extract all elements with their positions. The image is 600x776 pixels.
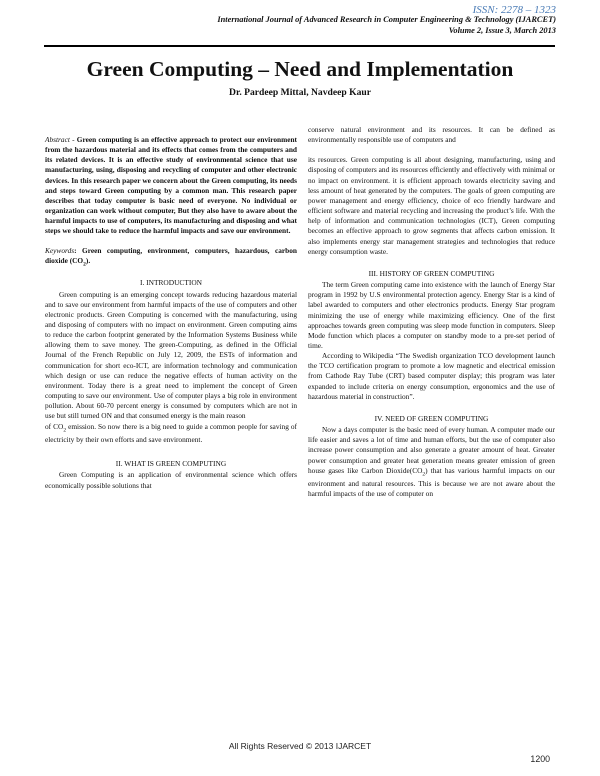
journal-header — [56, 15, 556, 36]
intro-heading: I. INTRODUCTION — [140, 278, 202, 288]
keywords — [45, 246, 297, 270]
paper-authors: Dr. Pardeep Mittal, Navdeep Kaur — [229, 87, 371, 98]
intro-p2-sub: 2 — [63, 427, 67, 433]
issn: ISSN: 2278 – 1323 — [472, 4, 556, 16]
journal-name: International Journal of Advanced Research in Computer Engineering & Technology (IJARCET) — [217, 15, 556, 24]
right-column — [308, 125, 555, 500]
what-paragraph: Green Computing is an application of environmental science which offers economically possible solutions that — [45, 470, 297, 490]
page-number: 1200 — [530, 754, 550, 764]
keywords-text: : Green computing, environment, computers, hazardous, carbon dioxide (CO — [45, 245, 297, 265]
right-paragraph-0: conserve natural environment and its resources. It can be defined as environmentally responsible use of computers and — [308, 125, 555, 145]
paper-title: Green Computing – Need and Implementation — [86, 57, 514, 81]
right-paragraph-1: its resources. Green computing is all about designing, manufacturing, using and disposing of computers and its resources efficiently and effectively with minimal or no impact on environment. it is efficient approach towards electricity saving and less amount of heat generated by the computers. The goals of green computing are power management and energy efficiency, choice of eco friendly hardware and efficient software and material recycling and increasing the product’s life. With the help of information and communication technologies (ICT), Green computing becomes an effective approach to grow segments that affects carbon emission. It also implements energy star management strategies and technologies that reduce energy consumption waste. — [308, 155, 555, 256]
need-paragraph — [308, 425, 555, 500]
header-rule — [44, 45, 555, 47]
history-paragraph-1: The term Green computing came into existence with the launch of Energy Star program in 1992 by U.S environmental protection agency. Energy Star is a kind of label awarded to computers and other electronics products. Energy Star program minimizing the use of energy while maximizing efficiency. One of the first approaches towards green computing was sleep mode function in computers. Sleep Mode function which places a computer on standby mode to a pre-set period of time. — [308, 280, 555, 350]
footer-rights: All Rights Reserved © 2013 IJARCET — [228, 741, 372, 751]
need-p1a: Now a days computer is the basic need of every human. A computer made our life easier and saves a lot of time and human efforts, but the use of computer also increase power consumption and also generate a greater amount of heat. Greater power consumption and greater heat generation means greater emission of green house gases like Carbon Dioxide(CO — [308, 425, 555, 475]
intro-p2a: of CO — [45, 421, 64, 431]
keywords-sub: 2 — [83, 261, 86, 268]
intro-paragraph: Green computing is an emerging concept towards reducing hazardous material and to save our environment from harmful impacts of the use of computers and other electronic products. Green Computing is concerned with the manufacturing, using and disposing of computers with no impact on environment. Green computing aims to reduce the carbon footprint generated by the Information Systems Business while allowing them to save money. The green-Computing, as defined in the Official Journal of the French Republic on July 12, 2009, the ESTs of information and communication for short eco-ICT, are information technology and communication which design or use can reduce the negative effects of human activity on the environment. Today there is a great need to implement the concept of Green computing to save our environment. Use of computer plays a big role in environment pollution. About 60-70 percent energy is consumed by computers which are not in use but still turned ON and that consumed energy is the main reason — [45, 289, 297, 421]
left-column — [45, 135, 297, 491]
history-paragraph-2: According to Wikipedia “The Swedish organization TCO development launch the TCO certification program to promote a low magnetic and electrical emission from Cathode Ray Tube (CRT) based computer display; this program was later expanded to include criteria on energy consumption, ergonomics and the use of hazardous material in construction”. — [308, 351, 555, 401]
keywords-lead: Keywords — [45, 245, 75, 255]
abstract-text: Green computing is an effective approach to protect our environment from the hazardous material and its effects that comes from the computers and its related devices. It is an effective study of environmental science that use manufacturing, using, disposing and recycling of computer and other electronic devices. In this research paper we concern about the Green computing, its needs and steps toward Green computing by a common man. This research paper describes that today computer is basic need of everyone. No individual or organization can work without computer, But they also have to aware about the harmful impacts to use of computers, its manufacturing and disposing and what steps we should take to reduce the harmful impacts and save our environment. — [45, 135, 297, 236]
need-heading: IV. NEED OF GREEN COMPUTING — [374, 413, 489, 423]
keywords-end: ). — [85, 255, 91, 265]
need-p1b: ) that has various harmful impacts on our environment and natural resources. This is because we are not aware about the harmful impacts of the use of computer on — [308, 465, 555, 499]
need-sub: 2 — [422, 471, 426, 478]
intro-paragraph-2 — [45, 422, 297, 446]
intro-p2b: emission. So now there is a big need to guide a common people for saving of electricity by their own efforts and save environment. — [45, 421, 297, 445]
abstract — [45, 135, 297, 237]
what-heading: II. WHAT IS GREEN COMPUTING — [115, 459, 227, 469]
abstract-lead: Abstract - — [45, 135, 75, 144]
journal-volume: Volume 2, Issue 3, March 2013 — [448, 25, 556, 35]
history-heading: III. HISTORY OF GREEN COMPUTING — [368, 268, 495, 278]
